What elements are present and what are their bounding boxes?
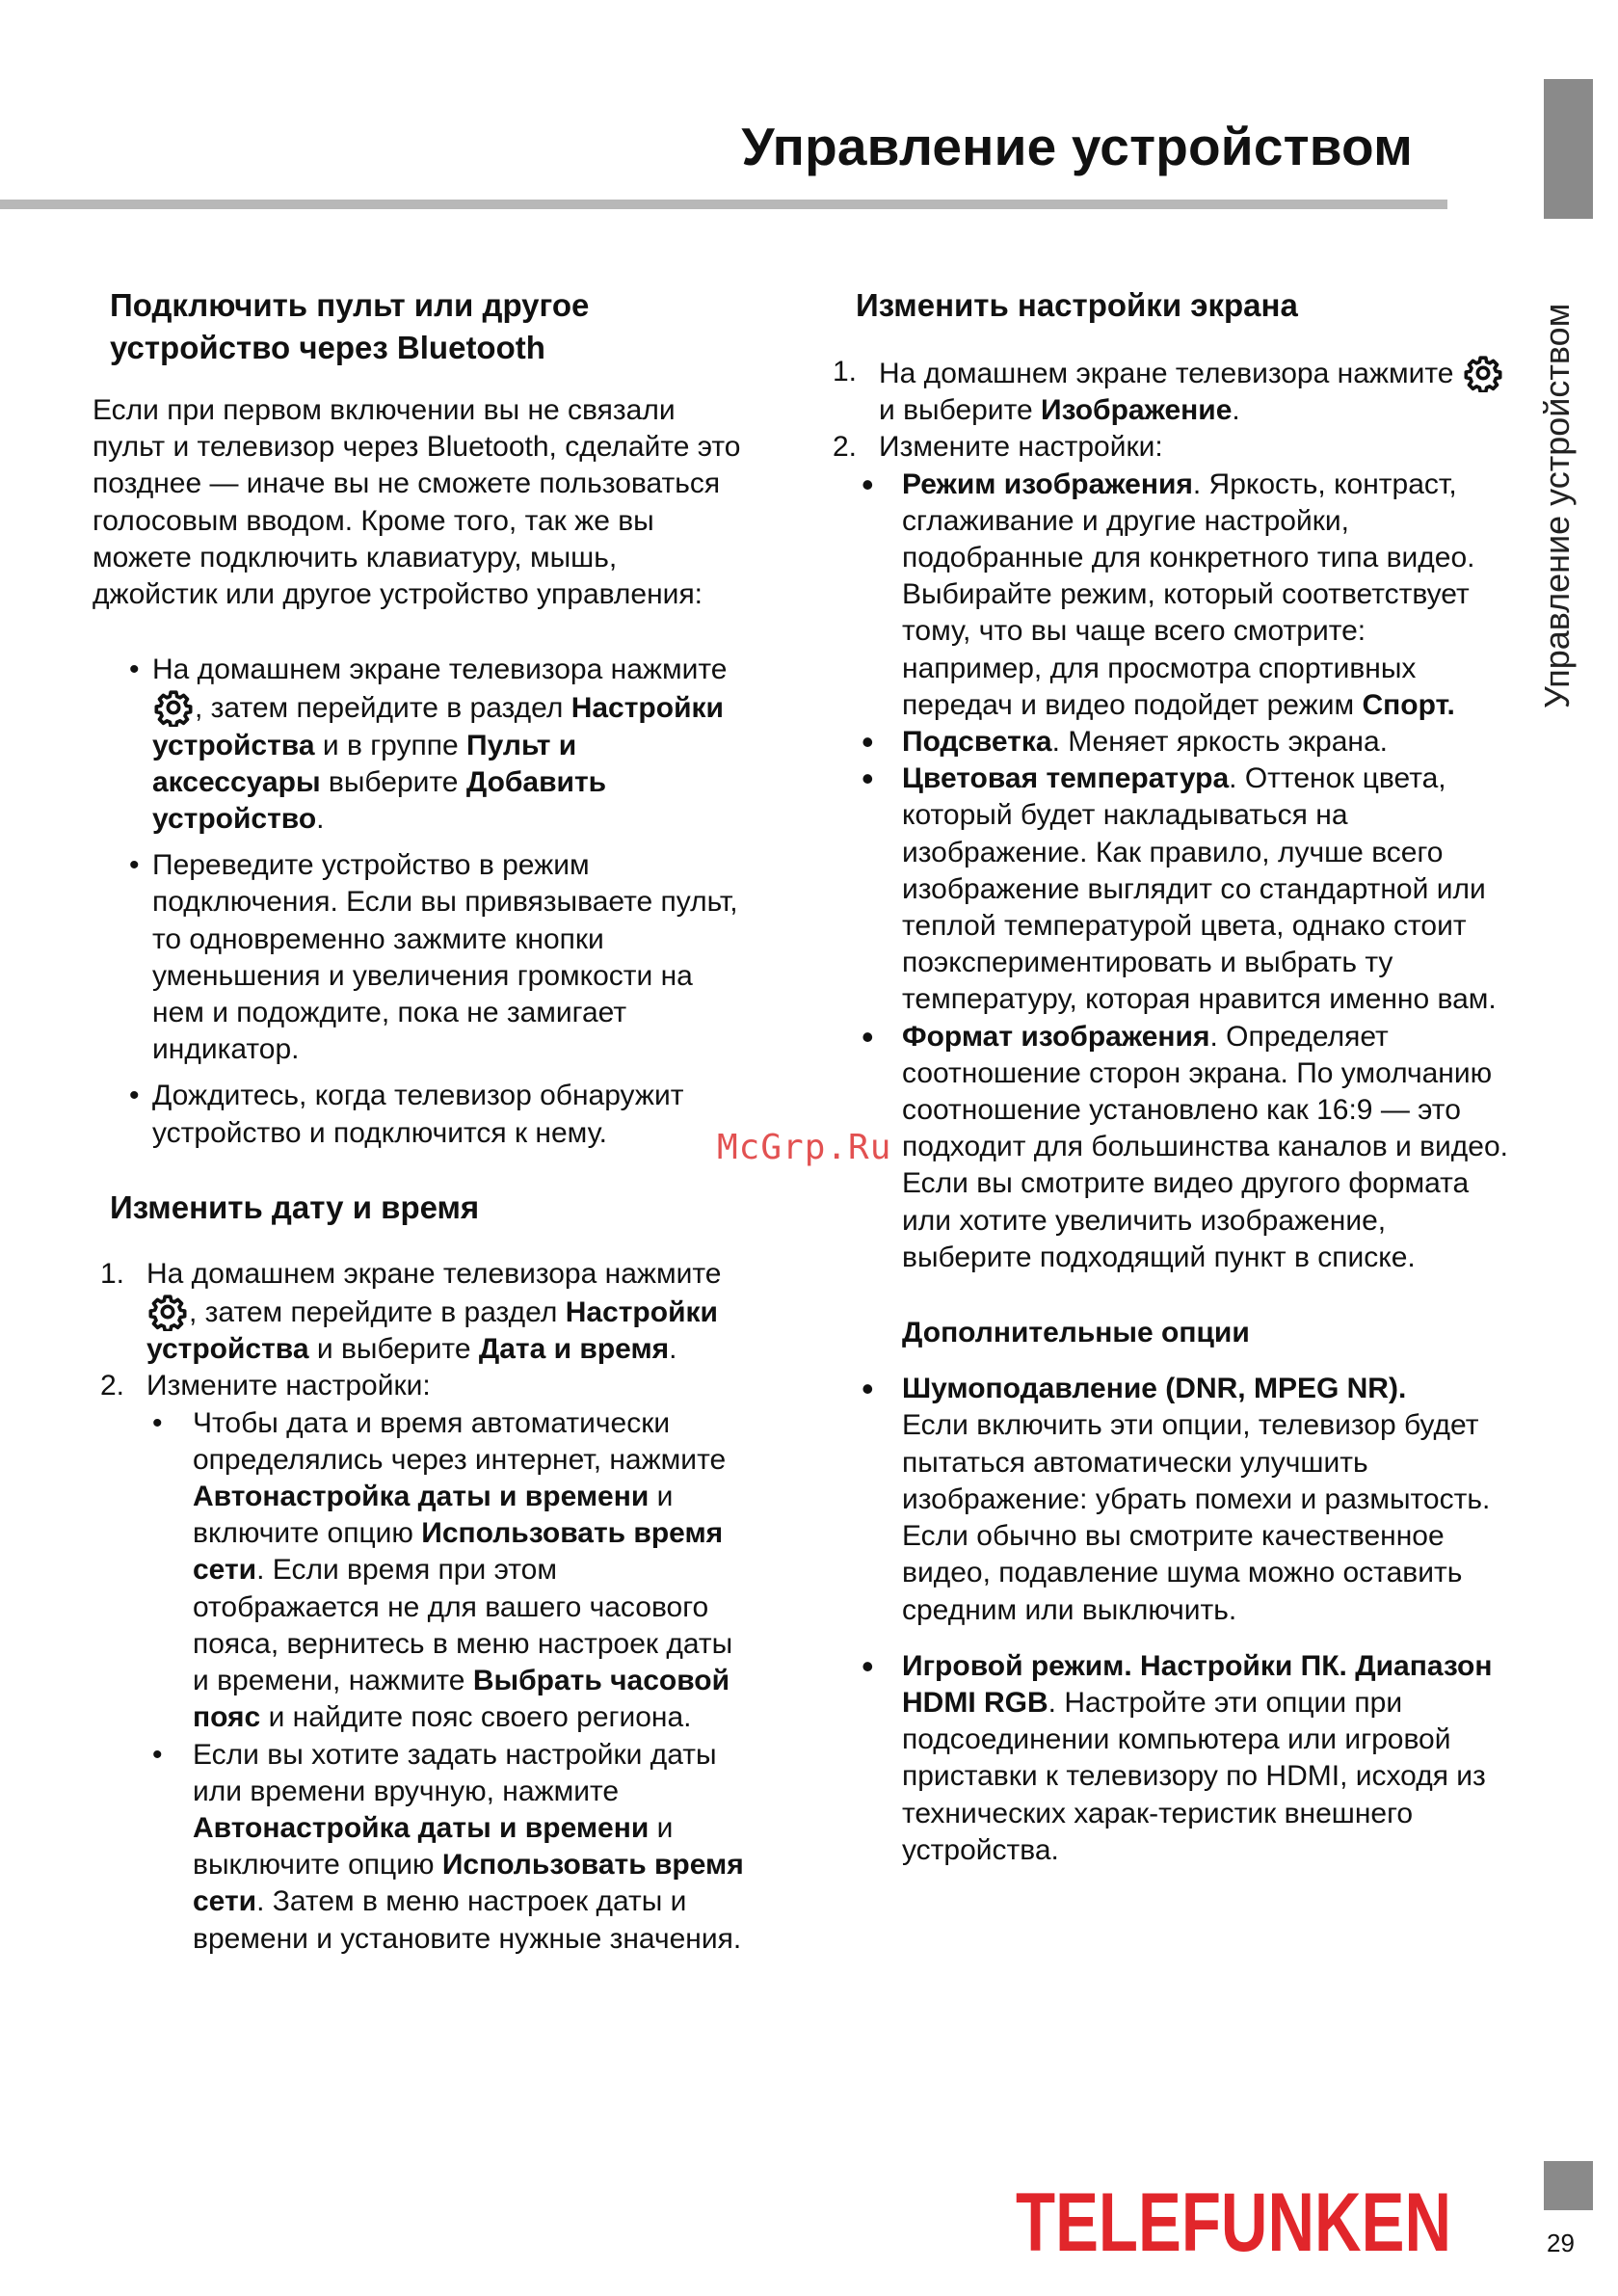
chapter-tab-marker: [1544, 79, 1593, 219]
list-item: • Игровой режим. Настройки ПК. Диапазон HDMI RGB. Настройте эти опции при подсоединении компьютера или игровой приставки к телевизору по HDMI, исходя из технических харак-теристик внешнего устройства.: [856, 1648, 1509, 1869]
telefunken-logo: [1014, 2183, 1453, 2260]
list-item: • Режим изображения. Яркость, контраст, сглаживание и другие настройки, подобранные для конкретного типа видео. Выбирайте режим, который соответствует тому, что вы чаще всего смотрите: например, для просмотра спортивных передач и видео подойдет режим Спорт.: [856, 467, 1509, 724]
list-item: 1. На домашнем экране телевизора нажмите , затем перейдите в раздел Настройки устройства и выберите Дата и время.: [100, 1257, 722, 1366]
page-number: 29: [1547, 2229, 1575, 2257]
right-column: [825, 284, 1509, 1869]
list-item: • Формат изображения. Определяет соотношение сторон экрана. По умолчанию соотношение установлено как 16:9 — это подходит для большинства каналов и видео. Если вы смотрите видео другого формата или хотите увеличить изображение, выберите подходящий пункт в списке.: [856, 1019, 1509, 1276]
left-column: [93, 284, 748, 1958]
list-item: 2. Измените настройки: • Чтобы дата и время автоматически определялись через интернет, нажмите Автонастройка даты и времени и включите опцию Использовать время сети. Если время при этом отображается не для вашего часового пояса, вернитесь в меню настроек даты и времени, нажмите Выбрать часовой пояс и найдите пояс своего региона. • Если вы хотите задать настройки даты или времени вручную, нажмите Автонастройка даты и времени и выключите опцию Использовать время сети. Затем в меню настроек даты и времени и установите нужные значения.: [93, 1368, 748, 1957]
additional-options-heading: Дополнительные опции: [902, 1317, 1250, 1349]
page-title: Управление устройством: [741, 117, 1413, 176]
gear-icon: [154, 688, 193, 727]
screen-settings-heading: Изменить настройки экрана: [856, 287, 1298, 323]
bluetooth-steps: [129, 652, 748, 1152]
footer-tab-marker: [1544, 2161, 1593, 2210]
list-item: • Дождитесь, когда телевизор обнаружит устройство и подключится к нему.: [129, 1078, 748, 1151]
watermark: McGrp.Ru: [717, 1128, 892, 1167]
list-item: • На домашнем экране телевизора нажмите , затем перейдите в раздел Настройки устройства и в группе Пульт и аксессуары выберите Добавить устройство.: [129, 652, 748, 838]
list-item: • Шумоподавление (DNR, MPEG NR). Если включить эти опции, телевизор будет пытаться автоматически улучшить изображение: убрать помехи и размытость. Если обычно вы смотрите качественное видео, подавление шума можно оставить средним или выключить.: [856, 1371, 1509, 1628]
list-item: 1. На домашнем экране телевизора нажмите и выберите Изображение.: [825, 354, 1509, 429]
gear-icon: [1464, 354, 1502, 392]
list-item: • Чтобы дата и время автоматически определялись через интернет, нажмите Автонастройка даты и времени и включите опцию Использовать время сети. Если время при этом отображается не для вашего часового пояса, вернитесь в меню настроек даты и времени, нажмите Выбрать часовой пояс и найдите пояс своего региона.: [146, 1405, 748, 1737]
datetime-heading: Изменить дату и время: [110, 1188, 480, 1225]
additional-options: [856, 1371, 1509, 1869]
bluetooth-intro: Если при первом включении вы не связали пульт и телевизор через Bluetooth, сделайте это позднее — иначе вы не сможете пользоваться голосовым вводом. Кроме того, так же вы можете подключить клавиатуру, мышь, джойстик или другое устройство управления:: [93, 394, 741, 611]
header-rule: [0, 200, 1447, 209]
list-item: • Подсветка. Меняет яркость экрана.: [856, 724, 1509, 761]
list-item: • Если вы хотите задать настройки даты или времени вручную, нажмите Автонастройка даты и времени и выключите опцию Использовать время сети. Затем в меню настроек даты и времени и установите нужные значения.: [146, 1737, 748, 1958]
brand-text: TELEFUNKEN: [1016, 2183, 1451, 2260]
screen-steps: [825, 354, 1509, 1276]
list-item: • Цветовая температура. Оттенок цвета, который будет накладываться на изображение. Как правило, лучше всего изображение выглядит со стандартной или теплой температурой цвета, однако стоит поэкспериментировать и выбрать ту температуру, которая нравится именно вам.: [856, 761, 1509, 1018]
datetime-steps: [93, 1256, 748, 1958]
datetime-options: [146, 1405, 748, 1958]
gear-icon: [148, 1293, 187, 1331]
list-item: 2. Измените настройки: • Режим изображения. Яркость, контраст, сглаживание и другие настройки, подобранные для конкретного типа видео. Выбирайте режим, который соответствует тому, что вы чаще всего смотрите: например, для просмотра спортивных передач и видео подойдет режим Спорт. • Подсветка. Меняет яркость экрана. • Цветовая температура. Оттенок цвета, который будет накладываться на изображение. Как правило, лучше всего изображение выглядит со стандартной или теплой температурой цвета, однако стоит поэкспериментировать и выбрать ту температуру, которая нравится именно вам. • Формат изображения. Определяет соотношение сторон экрана. По умолчанию соотношение установлено как 16:9 — это подходит для большинства каналов и видео. Если вы смотрите видео другого формата или хотите увеличить изображение, выберите подходящий пункт в списке.: [825, 429, 1509, 1276]
screen-options: [856, 467, 1509, 1276]
side-chapter-label: Управление устройством: [1537, 303, 1577, 708]
list-item: • Переведите устройство в режим подключения. Если вы привязываете пульт, то одновременно зажмите кнопки уменьшения и увеличения громкости на нем и подождите, пока не замигает индикатор.: [129, 847, 748, 1068]
bluetooth-heading: Подключить пульт или другое устройство через Bluetooth: [110, 287, 590, 365]
